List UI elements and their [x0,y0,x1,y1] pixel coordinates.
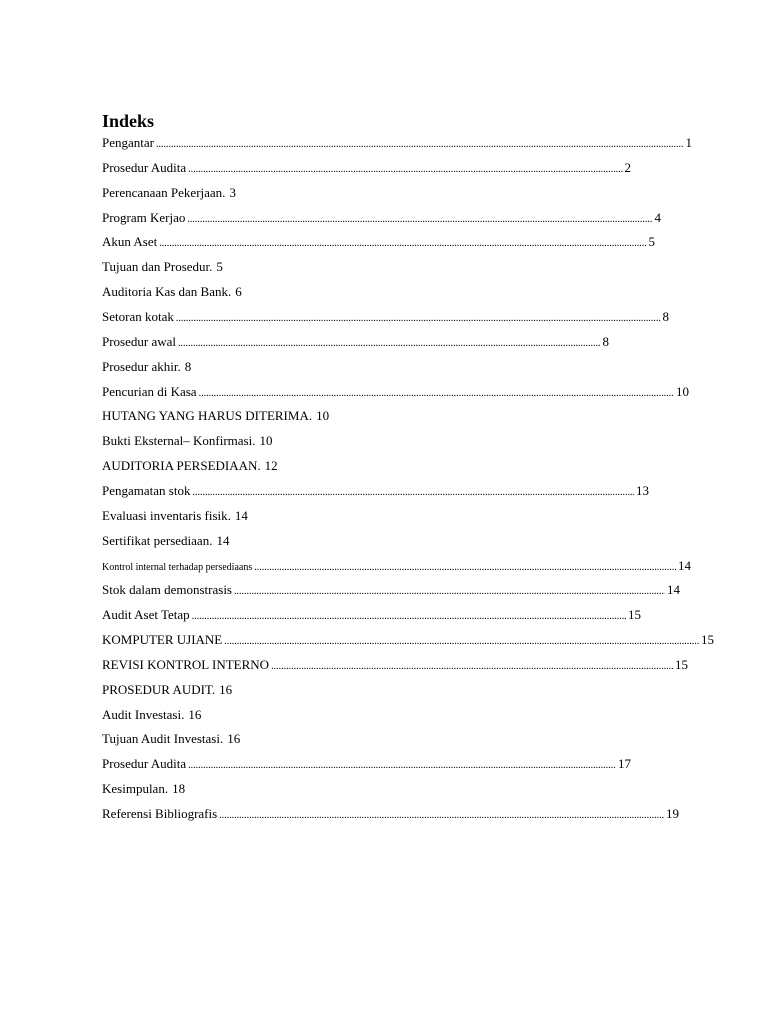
toc-dot-leader [192,607,626,627]
toc-entry[interactable] [102,655,688,675]
toc-entry-label: Auditoria Kas dan Bank. [102,284,232,300]
toc-entry-label: KOMPUTER UJIANE [102,632,223,647]
toc-entry-label: PROSEDUR AUDIT. [102,681,216,697]
toc-entry[interactable] [102,729,240,749]
toc-entry-page-number: 15 [628,607,641,623]
toc-entry-page-number: 16 [227,731,241,747]
toc-entry-label: Audit Investasi. [102,706,185,722]
toc-entry-label: Sertifikat persediaan. [102,532,213,548]
toc-entry-label: Prosedur awal [102,333,177,349]
toc-entry[interactable] [102,307,669,327]
toc-dot-leader [224,632,699,652]
toc-entry-page-number: 2 [624,159,631,175]
toc-entry[interactable] [102,183,236,203]
toc-entry-page-number: 18 [172,781,186,797]
toc-entry[interactable] [102,531,229,551]
toc-dot-leader [176,309,661,329]
toc-entry-page-number: 16 [219,681,233,697]
toc-entry-label: Prosedur Audita [102,159,187,175]
toc-entry[interactable] [102,506,248,526]
toc-entry-label: Audit Aset Tetap [102,607,190,623]
toc-entry[interactable] [102,705,201,725]
toc-entry-page-number: 17 [618,756,631,772]
toc-entry-page-number: 10 [259,433,273,449]
toc-entry-page-number: 12 [264,458,278,474]
toc-entry-label: Setoran kotak [102,309,174,324]
toc-entry[interactable] [102,158,631,178]
toc-entry-page-number: 19 [666,806,679,821]
toc-entry[interactable] [102,605,641,625]
toc-entry[interactable] [102,580,680,600]
toc-entry[interactable] [102,456,278,476]
toc-entry[interactable] [102,630,714,650]
toc-entry[interactable] [102,382,689,402]
toc-dot-leader [199,384,674,404]
toc-entry-page-number: 14 [234,507,248,523]
toc-dot-leader [192,483,634,503]
toc-entry[interactable] [102,680,232,700]
toc-entry[interactable] [102,208,661,228]
toc-entry[interactable] [102,556,691,576]
toc-entry-label: Stok dalam demonstrasis [102,582,232,598]
toc-entry-page-number: 10 [676,383,689,399]
toc-entry-label: REVISI KONTROL INTERNO [102,656,270,672]
toc-entry[interactable] [102,754,631,774]
toc-entry-label: Referensi Bibliografis [102,806,218,821]
toc-entry-page-number: 8 [184,358,192,374]
toc-entry-page-number: 5 [216,259,223,275]
toc-entry[interactable] [102,406,329,426]
toc-entry-label: Program Kerjao [102,209,186,225]
toc-entry-label: Kontrol internal terhadap persediaans [102,561,253,573]
toc-dot-leader [188,160,622,180]
toc-entry-label: HUTANG YANG HARUS DITERIMA. [102,408,313,424]
toc-entry-page-number: 10 [316,408,330,424]
toc-entry[interactable] [102,332,609,352]
toc-dot-leader [254,558,676,578]
toc-entry[interactable] [102,431,272,451]
toc-dot-leader [188,756,616,776]
toc-entry-label: Tujuan dan Prosedur. [102,259,213,275]
toc-entry[interactable] [102,357,191,377]
toc-entry-page-number: 15 [675,656,688,672]
toc-entry-label: Pencurian di Kasa [102,383,197,399]
toc-entry-page-number: 1 [685,135,692,150]
toc-entry-page-number: 15 [701,632,714,647]
toc-entry-page-number: 6 [235,284,242,300]
toc-entry-page-number: 8 [662,309,669,324]
page-title: Indeks [102,111,155,131]
toc-entry[interactable] [102,232,655,252]
toc-entry-label: Prosedur Audita [102,756,187,772]
toc-entry-label: Tujuan Audit Investasi. [102,731,224,747]
toc-entry-page-number: 4 [654,209,661,225]
toc-dot-leader [234,582,665,602]
toc-entry-label: Pengamatan stok [102,482,191,498]
toc-dot-leader [187,210,652,230]
toc-entry-label: Prosedur akhir. [102,358,181,374]
toc-dot-leader [271,657,673,677]
toc-dot-leader [178,334,600,354]
toc-entry-page-number: 5 [648,234,655,250]
toc-entry-page-number: 14 [678,557,691,573]
toc-entry[interactable] [102,282,242,302]
toc-entry-label: Evaluasi inventaris fisik. [102,507,231,523]
toc-dot-leader [156,135,684,155]
toc-entry-page-number: 8 [602,333,609,349]
toc-entry-page-number: 14 [667,582,680,598]
toc-entry-page-number: 13 [636,482,649,498]
toc-entry-label: Kesimpulan. [102,781,169,797]
toc-entry-label: Pengantar [102,135,154,150]
toc-entry-label: AUDITORIA PERSEDIAAN. [102,458,261,474]
toc-entry-page-number: 3 [229,184,236,200]
toc-dot-leader [219,806,664,826]
toc-entry[interactable] [102,481,649,501]
toc-entry-page-number: 14 [216,532,230,548]
toc-entry-label: Perencanaan Pekerjaan. [102,184,226,200]
toc-entry-label: Akun Aset [102,234,158,250]
toc-entry-page-number: 16 [188,706,202,722]
toc-entry[interactable] [102,133,692,153]
toc-entry[interactable] [102,257,223,277]
toc-entry[interactable] [102,804,679,824]
toc-entry-label: Bukti Eksternal– Konfirmasi. [102,433,256,449]
toc-entry[interactable] [102,779,185,799]
toc-dot-leader [159,234,646,254]
